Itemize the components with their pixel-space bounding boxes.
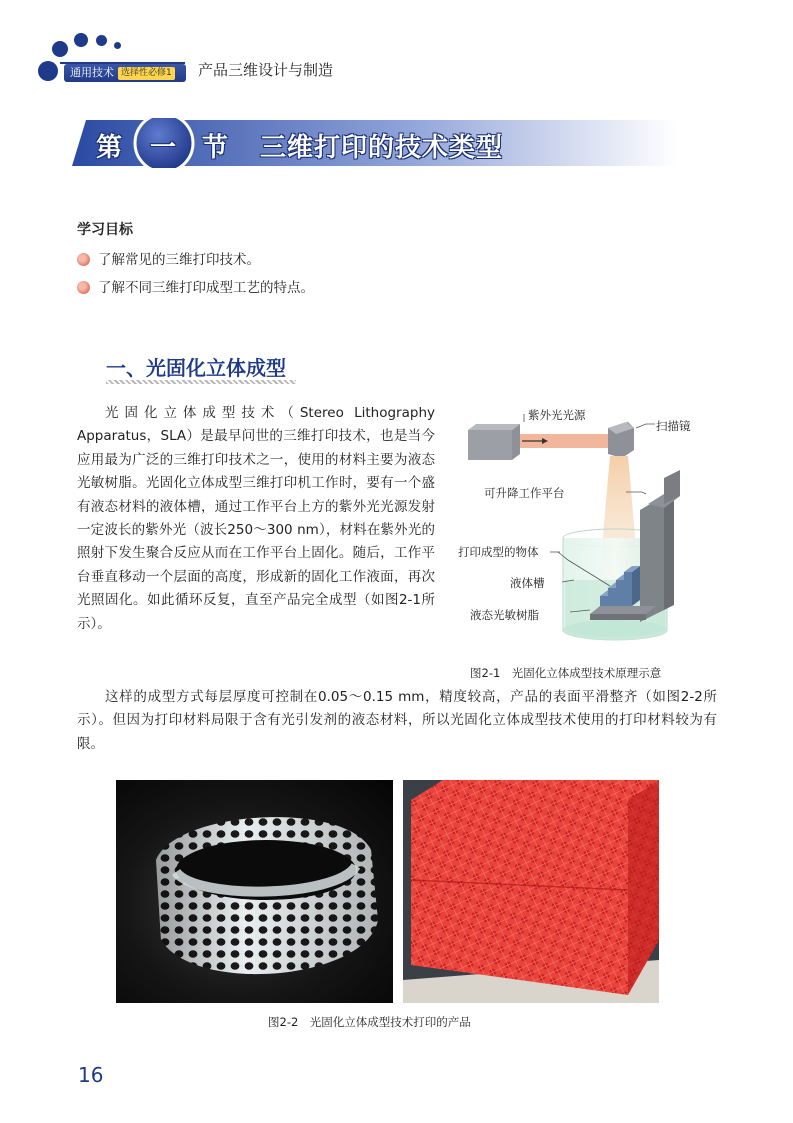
objective-text: 了解常见的三维打印技术。: [98, 252, 260, 268]
header-dot-large: [38, 61, 58, 81]
label-platform: 可升降工作平台: [484, 486, 565, 500]
series-badge: [64, 64, 186, 82]
section-number: 一: [150, 133, 177, 163]
label-resin: 液态光敏树脂: [470, 608, 539, 622]
figure-caption-2: 图2-2 光固化立体成型技术打印的产品: [268, 1015, 471, 1029]
section-banner: [72, 118, 677, 168]
bracelet-photo: [116, 780, 393, 1003]
label-scanner: 扫描镜: [656, 419, 691, 433]
objective-text: 了解不同三维打印成型工艺的特点。: [98, 280, 314, 296]
objective-item: [77, 276, 314, 296]
objective-item: [77, 248, 260, 268]
section-prefix: 第: [96, 133, 123, 163]
label-printed-object: 打印成型的物体: [458, 545, 539, 559]
header-dot: [114, 42, 121, 49]
subsection-underline: [106, 380, 296, 384]
header-dot: [74, 33, 88, 47]
page-number: 16: [78, 1063, 104, 1087]
paragraph-2: 这样的成型方式每层厚度可控制在0.05～0.15 mm，精度较高，产品的表面平滑整齐（如图2-2所示）。但因为打印材料局限于含有光引发剂的液态材料，所以光固化立体成型技术使用的打印材料较为有限。: [77, 689, 717, 752]
section-suffix: 节: [202, 133, 229, 163]
section-title: 三维打印的技术类型: [260, 133, 504, 163]
objectives-title: 学习目标: [77, 222, 133, 238]
bullet-icon: [77, 281, 90, 294]
header-dot: [52, 41, 68, 57]
label-tank: 液体槽: [510, 576, 545, 590]
paragraph-1: 光固化立体成型技术（Stereo Lithography Apparatus，SLA）是最早问世的三维打印技术，也是当今应用最为广泛的三维打印技术之一，使用的材料主要为液态光敏树脂。光固化立体成型三维打印机工作时，要有一个盛有液态材料的液体槽，通过工作平台上方的紫外光光源发射一定波长的紫外光（波长250～300 nm），材料在紫外光的照射下发生聚合反应从而在工作平台上固化。随后，工作平台垂直移动一个层面的高度，形成新的固化工作液面，再次光照固化。如此循环反复，直至产品完全成型（如图2-1所示）。: [77, 405, 435, 632]
series-subtitle: 选择性必修1: [118, 67, 175, 80]
lattice-cube-image: [403, 780, 659, 1003]
bracelet-image: [116, 780, 393, 1003]
series-name: 通用技术: [70, 66, 114, 79]
label-uv-source: 紫外光光源: [528, 408, 586, 422]
header-dot: [96, 35, 107, 46]
subsection-title: 一、光固化立体成型: [106, 356, 286, 380]
book-title: 产品三维设计与制造: [198, 61, 334, 79]
bullet-icon: [77, 253, 90, 266]
figure-caption-1: 图2-1 光固化立体成型技术原理示意: [470, 666, 662, 680]
lattice-cube-photo: [403, 780, 659, 1003]
